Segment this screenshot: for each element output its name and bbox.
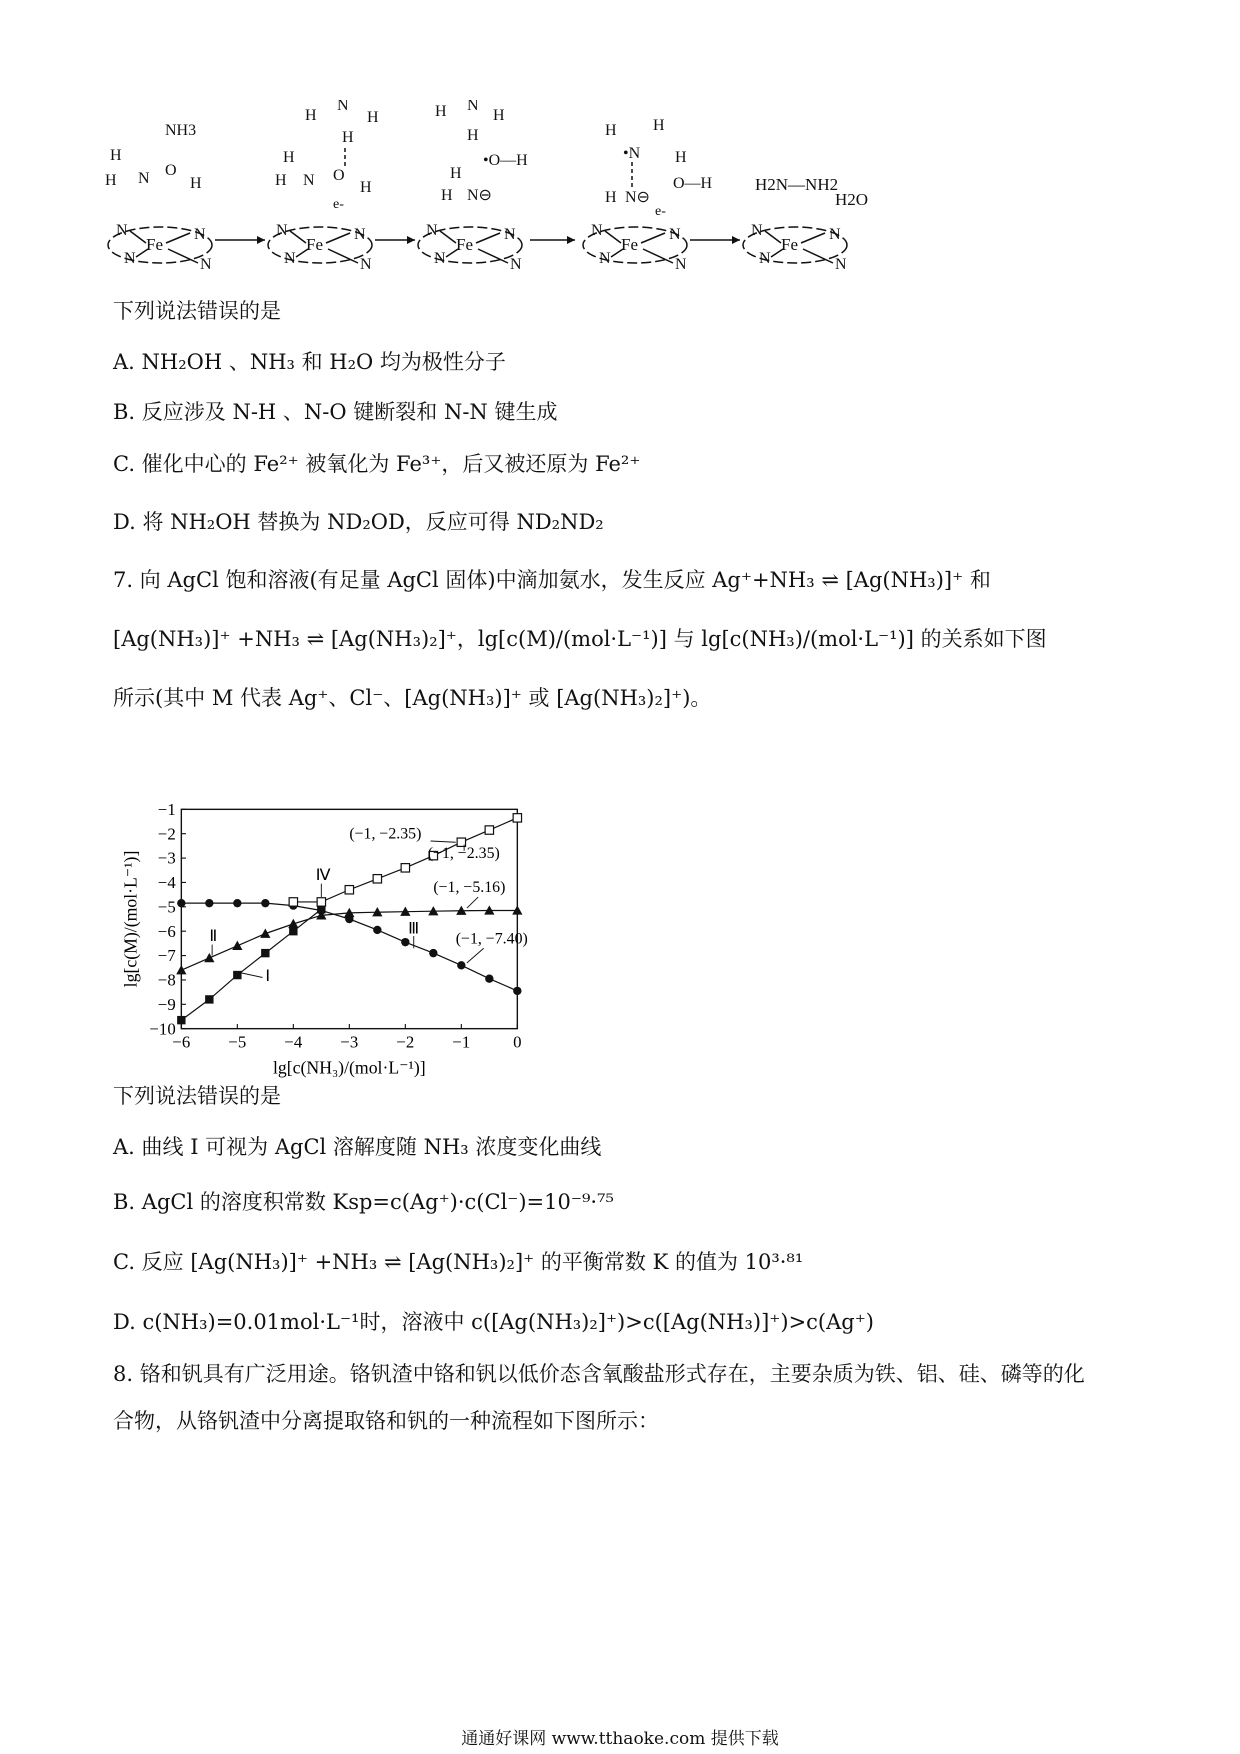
annotation-1: (−1, −2.35)	[349, 825, 422, 843]
ring-bond	[765, 231, 781, 243]
h-atom: H	[110, 147, 122, 164]
data-point-series-2	[176, 965, 186, 974]
x-tick-label: −4	[284, 1032, 303, 1052]
electron-label: e-	[655, 204, 666, 219]
data-point-series-1	[177, 1016, 185, 1024]
data-point-series-3	[429, 949, 437, 957]
o-atom: O	[333, 167, 345, 184]
data-point-series-4	[317, 898, 325, 906]
annotation-4: (−1, −7.40)	[455, 930, 528, 948]
y-tick-label: −2	[157, 824, 176, 844]
n-atom: N	[337, 100, 349, 114]
q7-stem-question: 下列说法错误的是	[113, 1084, 281, 1108]
ring-n-atom: N	[751, 222, 763, 239]
h-atom: H	[653, 117, 665, 134]
y-axis-title: lg[c(M)/(mol·L⁻¹)]	[120, 850, 141, 988]
series-label-3: Ⅲ	[408, 920, 420, 938]
q6-option-b: B. 反应涉及 N-H 、N-O 键断裂和 N-N 键生成	[113, 400, 558, 424]
h-atom: H	[105, 172, 117, 189]
electron-label: e-	[333, 197, 344, 212]
iron-atom: Fe	[781, 235, 798, 254]
hydrazine-product: H2N—NH2	[755, 175, 839, 194]
ring-n-atom: N	[669, 226, 681, 243]
n-atom: N	[467, 100, 479, 114]
ring-n-atom: N	[284, 250, 296, 267]
data-point-series-4	[289, 898, 297, 906]
ring-n-atom: N	[116, 222, 128, 239]
data-point-series-3	[233, 899, 241, 907]
q6-stem: 下列说法错误的是	[113, 299, 281, 323]
data-point-series-4	[401, 864, 409, 872]
arrow-head	[567, 236, 575, 244]
h-atom: H	[467, 127, 479, 144]
series-line-1	[181, 909, 321, 1020]
q7-option-d: D. c(NH₃)=0.01mol·L⁻¹时，溶液中 c([Ag(NH₃)₂]⁺)>c([Ag(NH₃)]⁺)>c(Ag⁺)	[113, 1310, 875, 1334]
water-product: H2O	[835, 190, 869, 209]
data-point-series-3	[513, 987, 521, 995]
ring-n-atom: N	[591, 222, 603, 239]
y-tick-label: −3	[157, 848, 176, 868]
h-atom: H	[360, 179, 372, 196]
reaction-mechanism-diagram	[105, 100, 905, 290]
ring-n-atom: N	[124, 250, 136, 267]
ring-bond	[440, 231, 456, 243]
label-pointer	[240, 973, 262, 978]
ring-n-atom: N	[354, 226, 366, 243]
q8-stem-line2: 合物，从铬钒渣中分离提取铬和钒的一种流程如下图所示：	[113, 1409, 659, 1433]
n-anion: N⊖	[625, 189, 650, 206]
data-point-series-3	[345, 915, 353, 923]
h-atom: H	[435, 103, 447, 120]
x-tick-label: −1	[452, 1032, 471, 1052]
ring-n-atom: N	[276, 222, 288, 239]
h-atom: H	[190, 175, 202, 192]
data-point-series-2	[260, 928, 270, 937]
ring-n-atom: N	[599, 250, 611, 267]
h-atom: H	[493, 107, 505, 124]
concentration-chart	[100, 800, 580, 1080]
data-point-series-4	[485, 826, 493, 834]
o-atom: O	[165, 162, 177, 179]
y-tick-label: −6	[157, 921, 176, 941]
h-atom: H	[283, 149, 295, 166]
n-atom: N	[303, 172, 315, 189]
x-tick-label: 0	[513, 1032, 522, 1052]
annotation-pointer	[431, 841, 456, 842]
y-tick-label: −9	[157, 994, 176, 1014]
q7-option-b: B. AgCl 的溶度积常数 Ksp=c(Ag⁺)·c(Cl⁻)=10⁻⁹·⁷⁵	[113, 1190, 614, 1214]
n-radical: •N	[623, 145, 641, 162]
ring-bond	[801, 233, 825, 243]
h-atom: H	[605, 189, 617, 206]
ring-n-atom: N	[200, 256, 212, 273]
ring-bond	[476, 233, 500, 243]
data-point-series-3	[261, 899, 269, 907]
ring-bond	[326, 233, 350, 243]
y-tick-label: −8	[157, 970, 176, 990]
q7-stem-line1: 7. 向 AgCl 饱和溶液(有足量 AgCl 固体)中滴加氨水，发生反应 Ag⁺+NH₃ ⇌ [Ag(NH₃)]⁺ 和	[113, 568, 991, 592]
y-tick-label: −1	[157, 800, 176, 819]
data-point-series-4	[345, 886, 353, 894]
h-atom: H	[450, 165, 462, 182]
x-axis-title: lg[c(NH₃)/(mol·L⁻¹)]	[272, 1057, 426, 1078]
ring-n-atom: N	[510, 256, 522, 273]
ring-bond	[290, 231, 306, 243]
annotation-3: (−1, −5.16)	[433, 879, 506, 897]
ring-n-atom: N	[829, 226, 841, 243]
iron-atom: Fe	[621, 235, 638, 254]
data-point-series-4	[373, 875, 381, 883]
h-atom: H	[675, 149, 687, 166]
q7-stem-line2: [Ag(NH₃)]⁺ +NH₃ ⇌ [Ag(NH₃)₂]⁺，lg[c(M)/(mol·L⁻¹)] 与 lg[c(NH₃)/(mol·L⁻¹)] 的关系如下图	[113, 627, 1047, 651]
ring-n-atom: N	[835, 256, 847, 273]
footer-source: 通通好课网 www.tthaoke.com 提供下载	[461, 1729, 779, 1749]
h-atom: H	[367, 109, 379, 126]
y-tick-label: −10	[149, 1019, 176, 1039]
q7-option-a: A. 曲线 I 可视为 AgCl 溶解度随 NH₃ 浓度变化曲线	[113, 1135, 602, 1159]
ring-bond	[605, 231, 621, 243]
ring-n-atom: N	[194, 226, 206, 243]
ring-n-atom: N	[759, 250, 771, 267]
data-point-series-3	[457, 961, 465, 969]
data-point-series-3	[205, 899, 213, 907]
data-point-series-3	[485, 975, 493, 983]
y-tick-label: −7	[157, 946, 176, 966]
ring-n-atom: N	[360, 256, 372, 273]
x-tick-label: −2	[396, 1032, 415, 1052]
h-atom: H	[342, 129, 354, 146]
q6-option-d: D. 将 NH₂OH 替换为 ND₂OD，反应可得 ND₂ND₂	[113, 510, 604, 534]
h-atom: H	[441, 187, 453, 204]
data-point-series-1	[233, 971, 241, 979]
n-anion: N⊖	[467, 187, 492, 204]
data-point-series-3	[177, 899, 185, 907]
ring-n-atom: N	[434, 250, 446, 267]
y-tick-label: −5	[157, 897, 176, 917]
data-point-series-3	[401, 938, 409, 946]
q8-stem-line1: 8. 铬和钒具有广泛用途。铬钒渣中铬和钒以低价态含氧酸盐形式存在，主要杂质为铁、铝、硅、磷等的化	[113, 1362, 1085, 1386]
arrow-head	[257, 236, 265, 244]
q6-option-c: C. 催化中心的 Fe²⁺ 被氧化为 Fe³⁺，后又被还原为 Fe²⁺	[113, 452, 641, 476]
data-point-series-1	[261, 949, 269, 957]
n-atom: N	[138, 170, 150, 187]
h-atom: H	[305, 107, 317, 124]
ring-bond	[166, 233, 190, 243]
hydroxyl: O—H	[673, 175, 713, 192]
series-label-2: Ⅱ	[209, 927, 218, 945]
annotation-pointer	[467, 897, 478, 908]
free-ammonia: NH3	[165, 122, 197, 139]
x-tick-label: −3	[340, 1032, 359, 1052]
series-label-4: Ⅳ	[315, 867, 331, 885]
iron-atom: Fe	[456, 235, 473, 254]
data-point-series-3	[317, 906, 325, 914]
chart-container	[100, 800, 580, 1084]
ring-n-atom: N	[675, 256, 687, 273]
annotation-pointer	[467, 948, 484, 963]
q6-option-a: A. NH₂OH 、NH₃ 和 H₂O 均为极性分子	[113, 350, 506, 374]
x-tick-label: −5	[228, 1032, 247, 1052]
data-point-series-3	[373, 926, 381, 934]
annotation-2: (−1, −2.35)	[427, 845, 500, 863]
data-point-series-2	[204, 953, 214, 962]
data-point-series-2	[232, 941, 242, 950]
q7-option-c: C. 反应 [Ag(NH₃)]⁺ +NH₃ ⇌ [Ag(NH₃)₂]⁺ 的平衡常数 K 的值为 10³·⁸¹	[113, 1250, 804, 1274]
hydroxyl-radical: •O—H	[483, 152, 528, 169]
y-tick-label: −4	[157, 873, 176, 893]
arrow-head	[732, 236, 740, 244]
series-label-1: Ⅰ	[265, 968, 271, 986]
h-atom: H	[275, 172, 287, 189]
ring-n-atom: N	[426, 222, 438, 239]
iron-atom: Fe	[306, 235, 323, 254]
q7-stem-line3: 所示(其中 M 代表 Ag⁺、Cl⁻、[Ag(NH₃)]⁺ 或 [Ag(NH₃)₂]⁺)。	[113, 686, 712, 710]
data-point-series-1	[205, 995, 213, 1003]
ring-bond	[641, 233, 665, 243]
iron-atom: Fe	[146, 235, 163, 254]
ring-bond	[130, 231, 146, 243]
data-point-series-1	[289, 927, 297, 935]
x-tick-label: −6	[172, 1032, 191, 1052]
ring-n-atom: N	[504, 226, 516, 243]
h-atom: H	[605, 122, 617, 139]
data-point-series-4	[513, 814, 521, 822]
arrow-head	[407, 236, 415, 244]
